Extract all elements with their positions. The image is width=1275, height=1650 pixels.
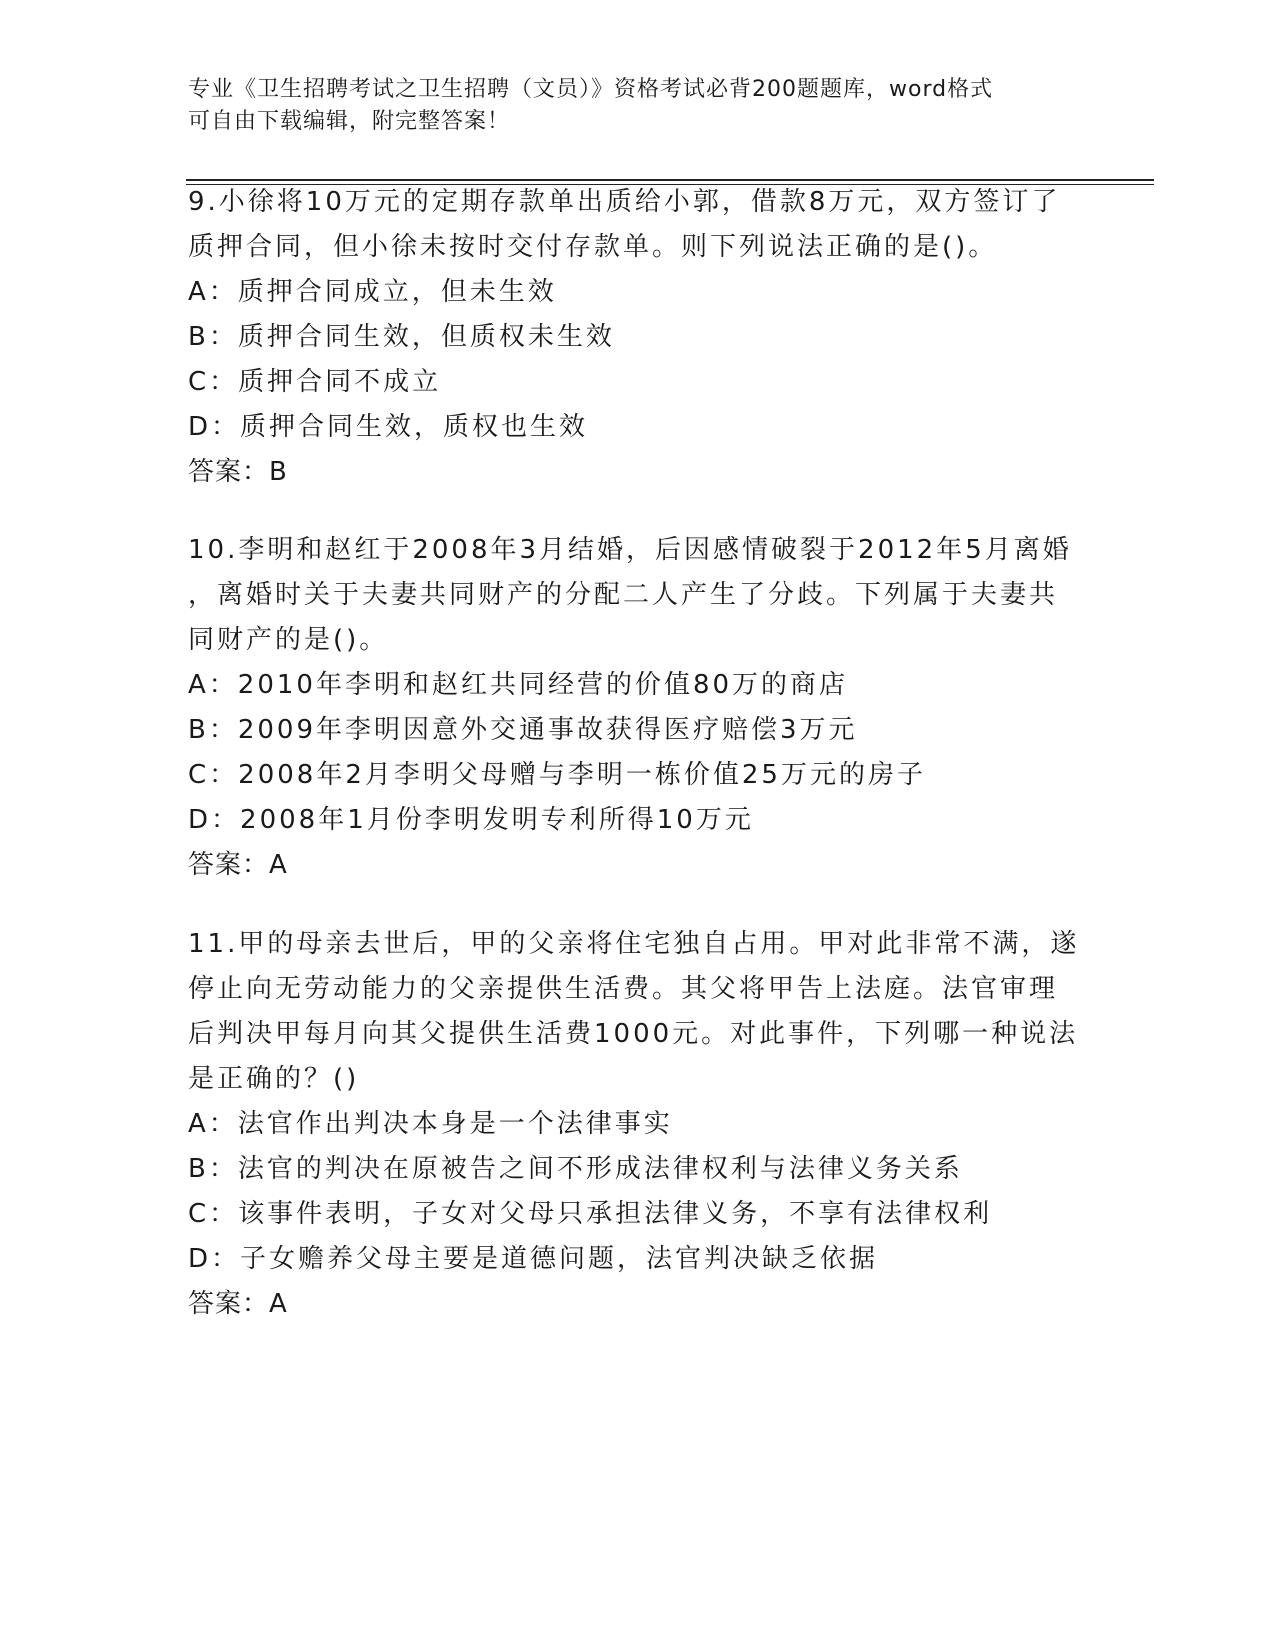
answer — [188, 1282, 1088, 1327]
option-a: A：法官作出判决本身是一个法律事实 — [188, 1109, 673, 1139]
answer-label: 答案： — [188, 1289, 270, 1319]
question-9 — [188, 180, 1088, 495]
option-c: C：2008年2月李明父母赠与李明一栋价值25万元的房子 — [188, 760, 926, 790]
question-stem-line: 是正确的？() — [188, 1064, 360, 1094]
question-stem-line: 11.甲的母亲去世后，甲的父亲将住宅独自占用。甲对此非常不满，遂 — [188, 929, 1080, 959]
answer — [188, 843, 1088, 888]
option-a: A：2010年李明和赵红共同经营的价值80万的商店 — [188, 670, 849, 700]
header-line-1: 专业《卫生招聘考试之卫生招聘（文员）》资格考试必背200题题库，word格式 — [188, 77, 994, 102]
option-d: D：质押合同生效，质权也生效 — [188, 412, 589, 442]
question-stem-line: ，离婚时关于夫妻共同财产的分配二人产生了分歧。下列属于夫妻共 — [188, 580, 1059, 610]
option-d: D：子女赡养父母主要是道德问题，法官判决缺乏依据 — [188, 1244, 879, 1274]
question-stem-line: 同财产的是()。 — [188, 625, 389, 655]
answer-value: A — [269, 1289, 288, 1319]
document-header — [188, 74, 1088, 138]
answer-value: A — [269, 850, 288, 880]
option-b: B：2009年李明因意外交通事故获得医疗赔偿3万元 — [188, 715, 858, 745]
question-stem-line: 后判决甲每月向其父提供生活费1000元。对此事件，下列哪一种说法 — [188, 1019, 1079, 1049]
question-stem-line: 停止向无劳动能力的父亲提供生活费。其父将甲告上法庭。法官审理 — [188, 974, 1059, 1004]
option-c: C：质押合同不成立 — [188, 367, 442, 397]
answer — [188, 450, 1088, 495]
answer-label: 答案： — [188, 850, 270, 880]
option-a: A：质押合同成立，但未生效 — [188, 277, 557, 307]
option-d: D：2008年1月份李明发明专利所得10万元 — [188, 805, 754, 835]
question-11 — [188, 922, 1088, 1327]
answer-value: B — [269, 457, 288, 487]
option-b: B：质押合同生效，但质权未生效 — [188, 322, 615, 352]
option-c: C：该事件表明，子女对父母只承担法律义务，不享有法律权利 — [188, 1199, 993, 1229]
option-b: B：法官的判决在原被告之间不形成法律权利与法律义务关系 — [188, 1154, 963, 1184]
header-line-2: 可自由下载编辑，附完整答案！ — [188, 109, 511, 134]
question-stem-line: 10.李明和赵红于2008年3月结婚，后因感情破裂于2012年5月离婚 — [188, 535, 1072, 565]
question-10 — [188, 528, 1088, 888]
question-stem-line: 质押合同，但小徐未按时交付存款单。则下列说法正确的是()。 — [188, 232, 998, 262]
answer-label: 答案： — [188, 457, 270, 487]
question-stem-line: 9.小徐将10万元的定期存款单出质给小郭，借款8万元，双方签订了 — [188, 187, 1061, 217]
